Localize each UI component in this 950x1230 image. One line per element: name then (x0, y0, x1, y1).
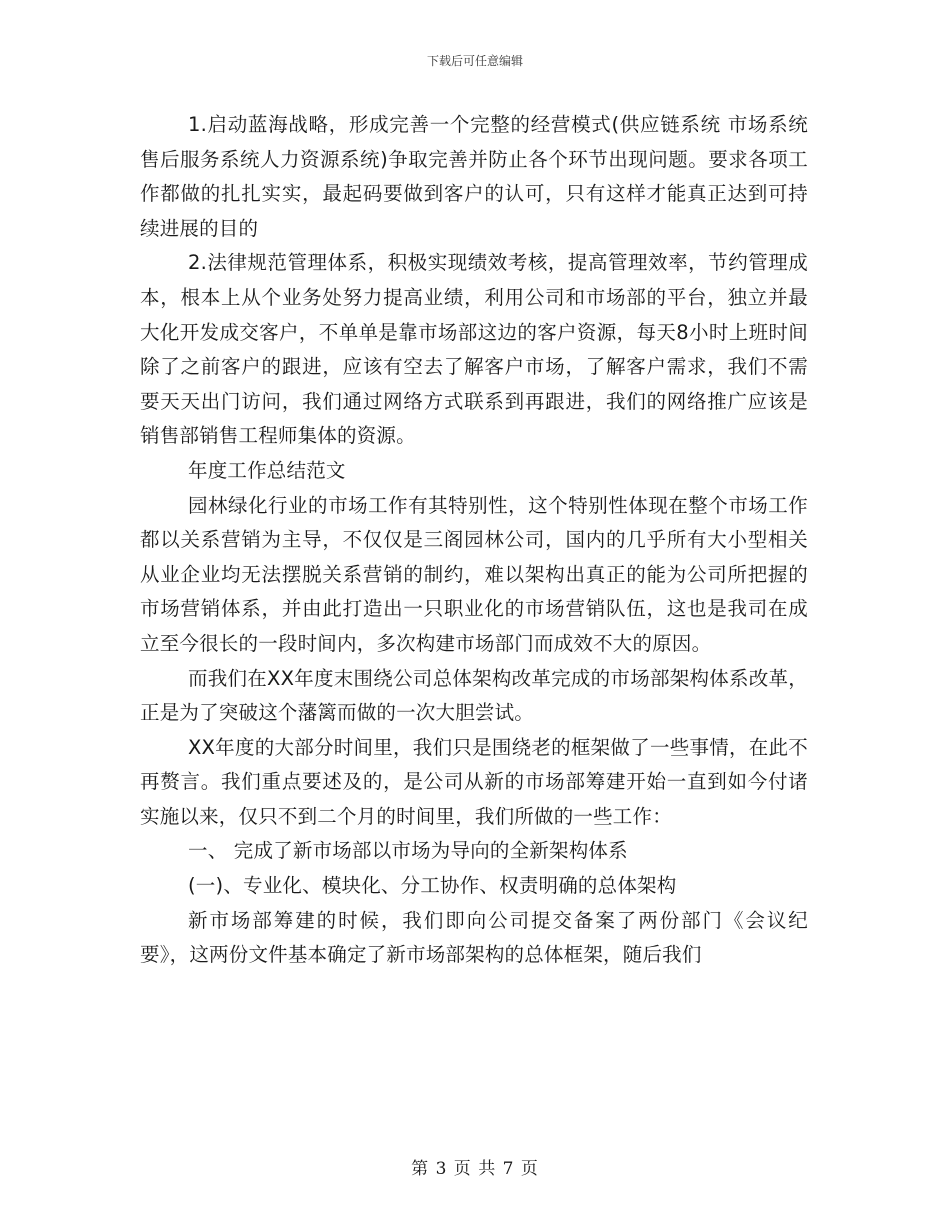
paragraph-strategy-2: 2.法律规范管理体系，积极实现绩效考核，提高管理效率，节约管理成本，根本上从个业务处努力提高业绩，利用公司和市场部的平台，独立并最大化开发成交客户，不单单是靠市场部这边的客户资源，每天8小时上班时间除了之前客户的跟进，应该有空去了解客户市场，了解客户需求，我们不需要天天出门访问，我们通过网络方式联系到再跟进，我们的网络推广应该是销售部销售工程师集体的资源。 (140, 251, 808, 448)
page-number: 第 3 页 共 7 页 (411, 1159, 539, 1179)
paragraph-strategy-1: 1.启动蓝海战略，形成完善一个完整的经营模式(供应链系统 市场系统 售后服务系统人力资源系统)争取完善并防止各个环节出现问题。要求各项工作都做的扎扎实实，最起码要做到客户的认可，只有这样才能真正达到可持续进展的目的 (140, 113, 808, 240)
page-header: 下载后可任意编辑 (426, 54, 523, 68)
paragraph-minutes: 新市场部筹建的时候，我们即向公司提交备案了两份部门《会议纪要》，这两份文件基本确定了新市场部架构的总体框架，随后我们 (140, 908, 808, 967)
heading-level-1: 一、 完成了新市场部以市场为导向的全新架构体系 (188, 839, 628, 863)
paragraph-year-review: XX年度的大部分时间里，我们只是围绕老的框架做了一些事情，在此不再赘言。我们重点要述及的，是公司从新的市场部筹建开始一直到如今付诸实施以来，仅只不到二个月的时间里，我们所做的一些工作： (140, 735, 808, 828)
paragraph-industry: 园林绿化行业的市场工作有其特别性，这个特别性体现在整个市场工作都以关系营销为主导，不仅仅是三阁园林公司，国内的几乎所有大小型相关从业企业均无法摆脱关系营销的制约，难以架构出真正的能为公司所把握的市场营销体系，并由此打造出一只职业化的市场营销队伍，这也是我司在成立至今很长的一段时间内，多次构建市场部门而成效不大的原因。 (140, 493, 808, 655)
document-body (140, 108, 808, 973)
heading-level-2: (一)、专业化、模块化、分工协作、权责明确的总体架构 (188, 874, 677, 898)
paragraph-reform: 而我们在XX年度末围绕公司总体架构改革完成的市场部架构体系改革，正是为了突破这个藩篱而做的一次大胆尝试。 (140, 666, 808, 725)
section-title: 年度工作总结范文 (188, 458, 346, 482)
